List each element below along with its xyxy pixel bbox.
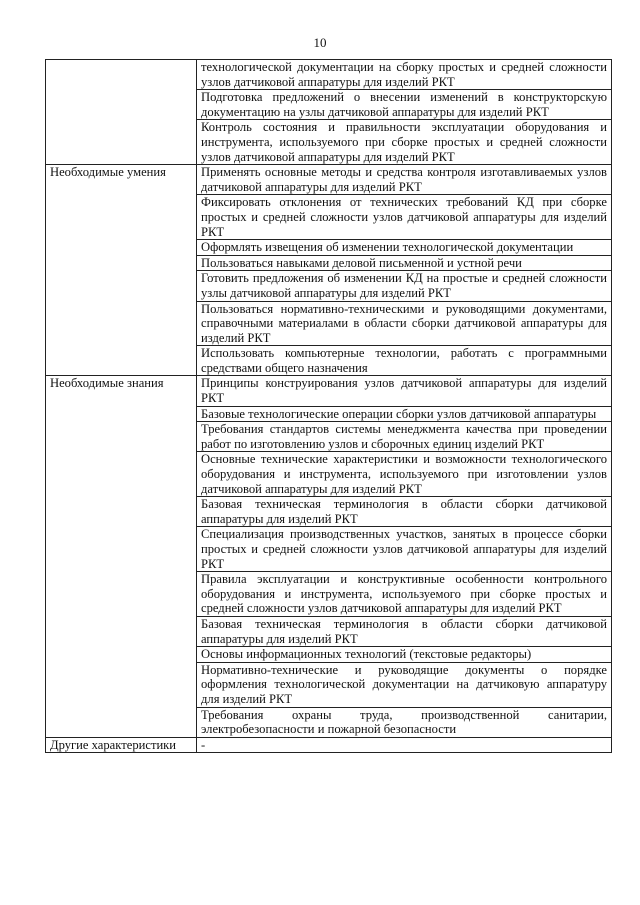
table-row [46,737,612,753]
table-cell-item: Основы информационных технологий (текстовые редакторы) [197,647,612,663]
table-cell-item: - [197,737,612,753]
table-cell-item: Специализация производственных участков, занятых в процессе сборки простых и средней сложности узлов датчиковой аппаратуры для изделий РКТ [197,527,612,572]
table-cell-item: Пользоваться нормативно-техническими и руководящими документами, справочными материалами в области сборки датчиковой аппаратуры для изделий РКТ [197,301,612,346]
section-label: Необходимые знания [46,376,197,737]
table-cell-item: Требования охраны труда, производственной санитарии, электробезопасности и пожарной безопасности [197,707,612,737]
table-cell-item: Базовые технологические операции сборки узлов датчиковой аппаратуры [197,406,612,422]
table-cell-item: Фиксировать отклонения от технических требований КД при сборке простых и средней сложности узлов датчиковой аппаратуры для изделий РКТ [197,195,612,240]
table-row [46,60,612,90]
table-cell-item: Базовая техническая терминология в области сборки датчиковой аппаратуры для изделий РКТ [197,616,612,646]
table-cell-item: Правила эксплуатации и конструктивные особенности контрольного оборудования и инструмента, используемого при сборке простых и средней сложности узлов датчиковой аппаратуры для изделий РКТ [197,572,612,617]
table-row [46,376,612,406]
table-cell-item: Базовая техническая терминология в области сборки датчиковой аппаратуры для изделий РКТ [197,497,612,527]
section-label: Другие характеристики [46,737,197,753]
page-number: 10 [313,35,327,50]
section-label: Необходимые умения [46,165,197,376]
table-cell-item: Контроль состояния и правильности эксплуатации оборудования и инструмента, используемого при сборке простых и средней сложности узлов датчиковой аппаратуры для изделий РКТ [197,120,612,165]
table-cell-item: Требования стандартов системы менеджмента качества при проведении работ по изготовлению узлов и сборочных единиц изделий РКТ [197,422,612,452]
table-row [46,165,612,195]
table-cell-item: Применять основные методы и средства контроля изготавливаемых узлов датчиковой аппаратуры для изделий РКТ [197,165,612,195]
competency-table [45,59,612,753]
table-cell-item: Принципы конструирования узлов датчиковой аппаратуры для изделий РКТ [197,376,612,406]
competency-table-body [46,60,612,753]
table-cell-item: Подготовка предложений о внесении изменений в конструкторскую документацию на узлы датчиковой аппаратуры для изделий РКТ [197,90,612,120]
table-cell-item: Нормативно-технические и руководящие документы о порядке оформления технологической документации на датчиковую аппаратуру для изделий РКТ [197,662,612,707]
table-cell-item: Пользоваться навыками деловой письменной и устной речи [197,255,612,271]
table-cell-item: Готовить предложения об изменении КД на простые и средней сложности узлы датчиковой аппаратуры для изделий РКТ [197,271,612,301]
table-cell-item: Оформлять извещения об изменении технологической документации [197,240,612,256]
table-cell-item: Использовать компьютерные технологии, работать с программными средствами общего назначения [197,346,612,376]
table-cell-item: Основные технические характеристики и возможности технологического оборудования и инструмента, используемого при изготовлении узлов датчиковой аппаратуры для изделий РКТ [197,452,612,497]
section-label [46,60,197,165]
table-cell-item: технологической документации на сборку простых и средней сложности узлов датчиковой аппаратуры для изделий РКТ [197,60,612,90]
